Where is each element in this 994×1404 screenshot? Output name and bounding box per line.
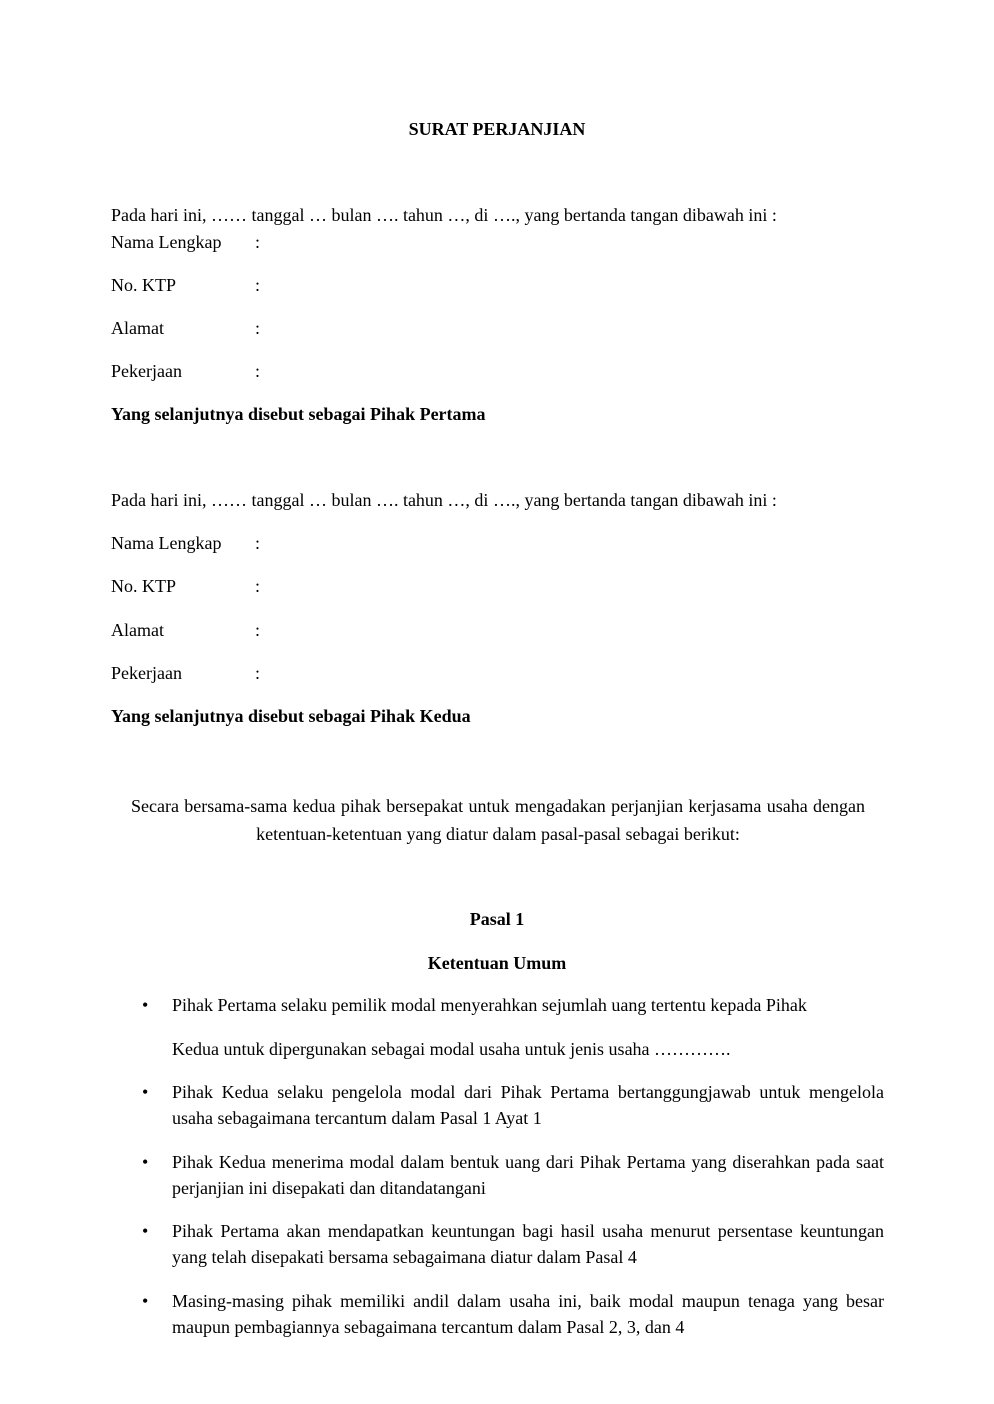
party1-intro: Pada hari ini, …… tanggal … bulan …. tahun …, di …., yang bertanda tangan dibawah ini : [111, 205, 777, 225]
party2-designation: Yang selanjutnya disebut sebagai Pihak Kedua [111, 706, 471, 726]
party1-occupation-label: Pekerjaan [111, 361, 182, 381]
list-item-2: Pihak Kedua selaku pengelola modal dari Pihak Pertama bertanggungjawab untuk mengelola usaha sebagaimana tercantum dalam Pasal 1 Ayat 1 [172, 1082, 884, 1128]
list-item-1-line1: Pihak Pertama selaku pemilik modal menyerahkan sejumlah uang tertentu kepada Pihak [172, 995, 807, 1015]
bullet-icon: • [142, 1291, 149, 1311]
party2-address-label: Alamat [111, 620, 164, 640]
party1-name-label: Nama Lengkap [111, 232, 222, 252]
pasal-heading: Ketentuan Umum [427, 953, 567, 973]
bullet-icon: • [142, 1221, 149, 1241]
document-title: SURAT PERJANJIAN [408, 119, 586, 139]
party1-ktp-label: No. KTP [111, 275, 177, 295]
party1-address-label: Alamat [111, 318, 164, 338]
party2-address-colon: : [255, 620, 261, 640]
party1-address-colon: : [255, 318, 261, 338]
party2-ktp-label: No. KTP [111, 576, 177, 596]
party2-occupation-label: Pekerjaan [111, 663, 182, 683]
pasal-number: Pasal 1 [469, 909, 525, 929]
party2-ktp-colon: : [255, 576, 261, 596]
list-item-4: Pihak Pertama akan mendapatkan keuntungan bagi hasil usaha menurut persentase keuntungan yang telah disepakati bersama sebagaimana diatur dalam Pasal 4 [172, 1221, 884, 1267]
party2-intro: Pada hari ini, …… tanggal … bulan …. tahun …, di …., yang bertanda tangan dibawah ini : [111, 490, 777, 510]
list-item-5: Masing-masing pihak memiliki andil dalam usaha ini, baik modal maupun tenaga yang besar maupun pembagiannya sebagaimana tercantum dalam Pasal 2, 3, dan 4 [172, 1291, 884, 1337]
party2-occupation-colon: : [255, 663, 261, 683]
bullet-icon: • [142, 1152, 149, 1172]
party2-name-colon: : [255, 533, 261, 553]
party1-designation: Yang selanjutnya disebut sebagai Pihak Pertama [111, 404, 486, 424]
party2-name-label: Nama Lengkap [111, 533, 222, 553]
bullet-icon: • [142, 1082, 149, 1102]
list-item-3: Pihak Kedua menerima modal dalam bentuk uang dari Pihak Pertama yang diserahkan pada saat perjanjian ini disepakati dan ditandatangani [172, 1152, 884, 1198]
party1-name-colon: : [255, 232, 261, 252]
bullet-icon: • [142, 995, 149, 1015]
party1-occupation-colon: : [255, 361, 261, 381]
list-item-1-line2: Kedua untuk dipergunakan sebagai modal usaha untuk jenis usaha …………. [172, 1039, 731, 1059]
party1-ktp-colon: : [255, 275, 261, 295]
consensus-paragraph: Secara bersama-sama kedua pihak bersepakat untuk mengadakan perjanjian kerjasama usaha dengan ketentuan-ketentuan yang diatur dalam pasal-pasal sebagai berikut: [131, 796, 865, 844]
